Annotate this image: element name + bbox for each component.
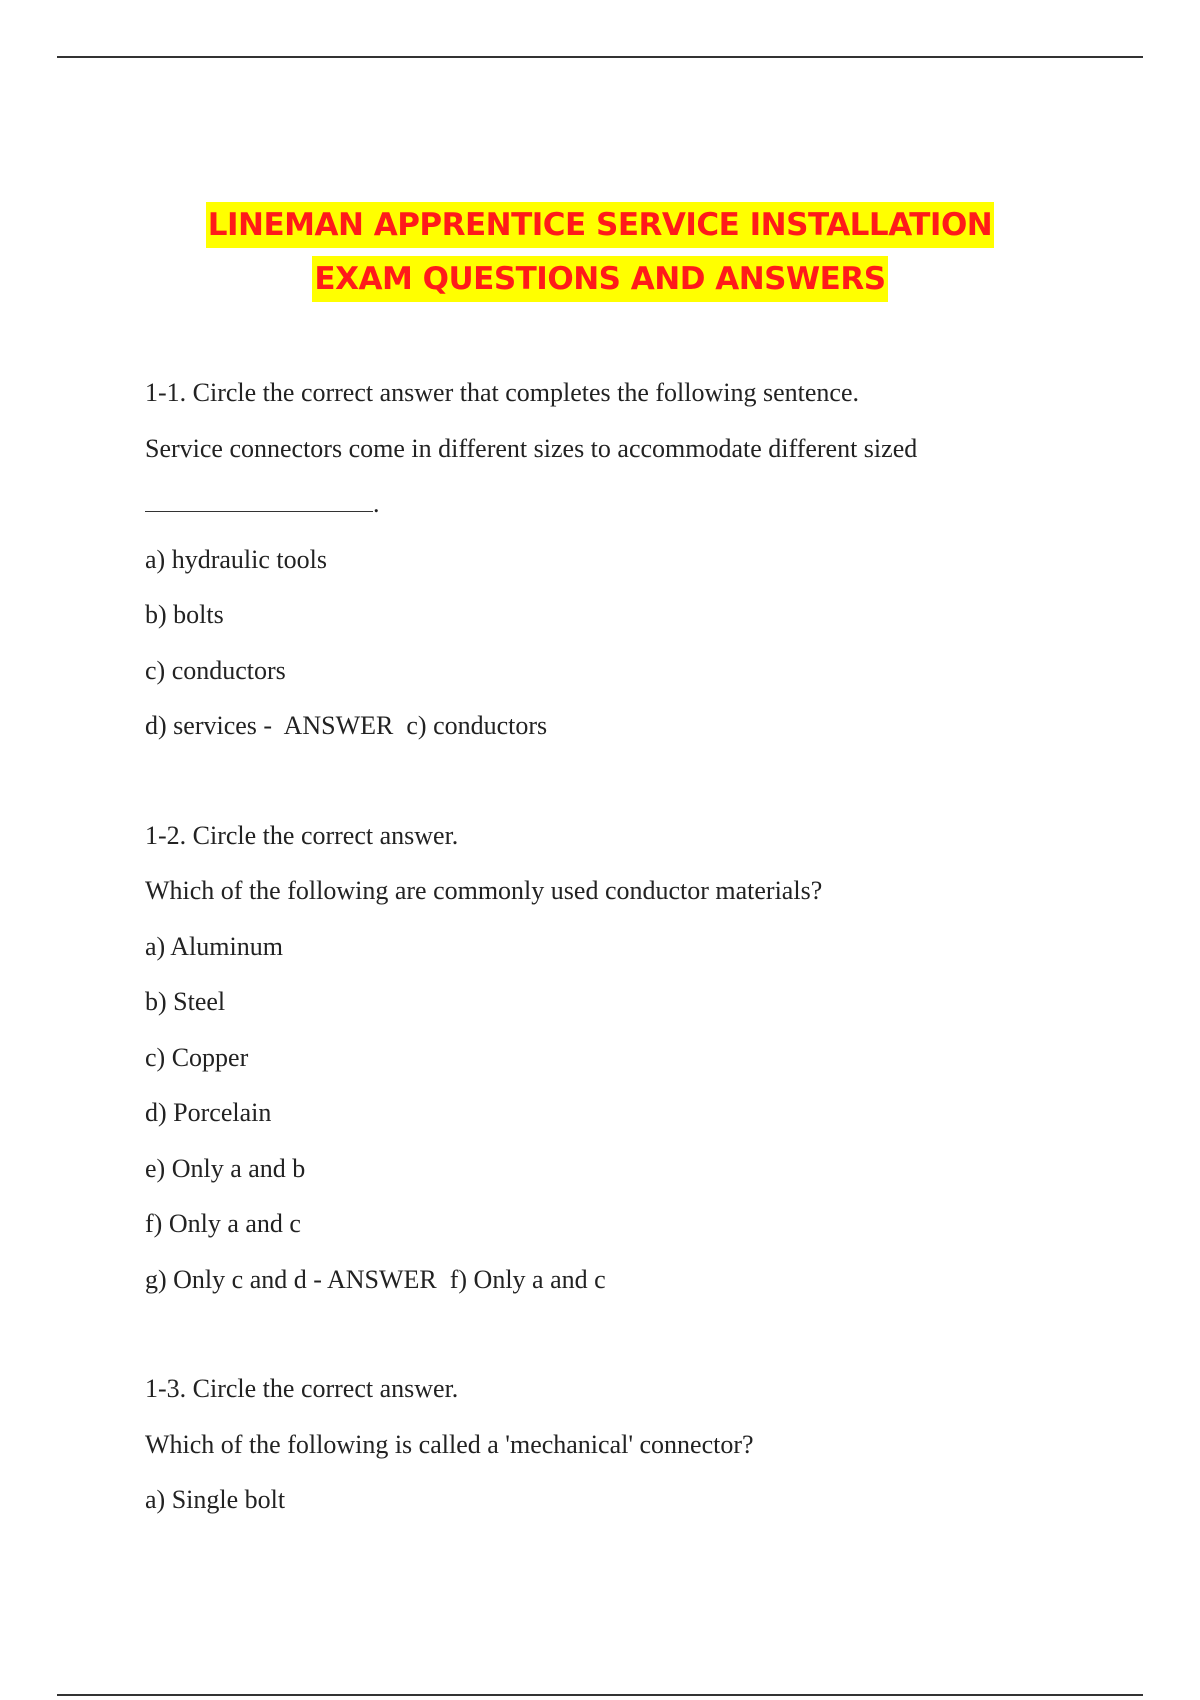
option-a: a) Aluminum <box>145 931 283 961</box>
option-b: b) bolts <box>145 600 224 629</box>
answer-blank-line <box>145 489 1145 545</box>
document-title <box>0 202 1200 310</box>
option-e: e) Only a and b <box>145 1153 306 1183</box>
answer-blank <box>145 493 373 512</box>
header-rule <box>57 56 1143 58</box>
title-line-1: LINEMAN APPRENTICE SERVICE INSTALLATION <box>206 202 995 248</box>
question-text: Which of the following are commonly used conductor materials? <box>145 876 823 905</box>
option-d: d) Porcelain <box>145 1098 272 1127</box>
question-prompt: 1-3. Circle the correct answer. <box>145 1374 459 1403</box>
option-a: a) Single bolt <box>145 1485 286 1514</box>
blank-suffix: . <box>373 489 380 518</box>
question-list <box>145 378 1145 1541</box>
question-prompt: 1-2. Circle the correct answer. <box>145 820 459 850</box>
question-text: Service connectors come in different sizes to accommodate different sized <box>145 433 918 463</box>
question-1-3 <box>145 1374 1145 1541</box>
option-f: f) Only a and c <box>145 1209 301 1238</box>
option-g-answer: g) Only c and d - ANSWER f) Only a and c <box>145 1264 606 1294</box>
footer-rule <box>57 1694 1143 1696</box>
question-1-1 <box>145 378 1145 767</box>
title-line-2: EXAM QUESTIONS AND ANSWERS <box>312 256 887 302</box>
option-c: c) Copper <box>145 1042 249 1072</box>
option-b: b) Steel <box>145 987 226 1016</box>
question-prompt: 1-1. Circle the correct answer that completes the following sentence. <box>145 378 860 407</box>
option-c: c) conductors <box>145 655 286 685</box>
option-d-answer: d) services - ANSWER c) conductors <box>145 711 548 740</box>
question-text: Which of the following is called a 'mechanical' connector? <box>145 1429 754 1459</box>
option-a: a) hydraulic tools <box>145 544 327 574</box>
question-1-2 <box>145 821 1145 1321</box>
